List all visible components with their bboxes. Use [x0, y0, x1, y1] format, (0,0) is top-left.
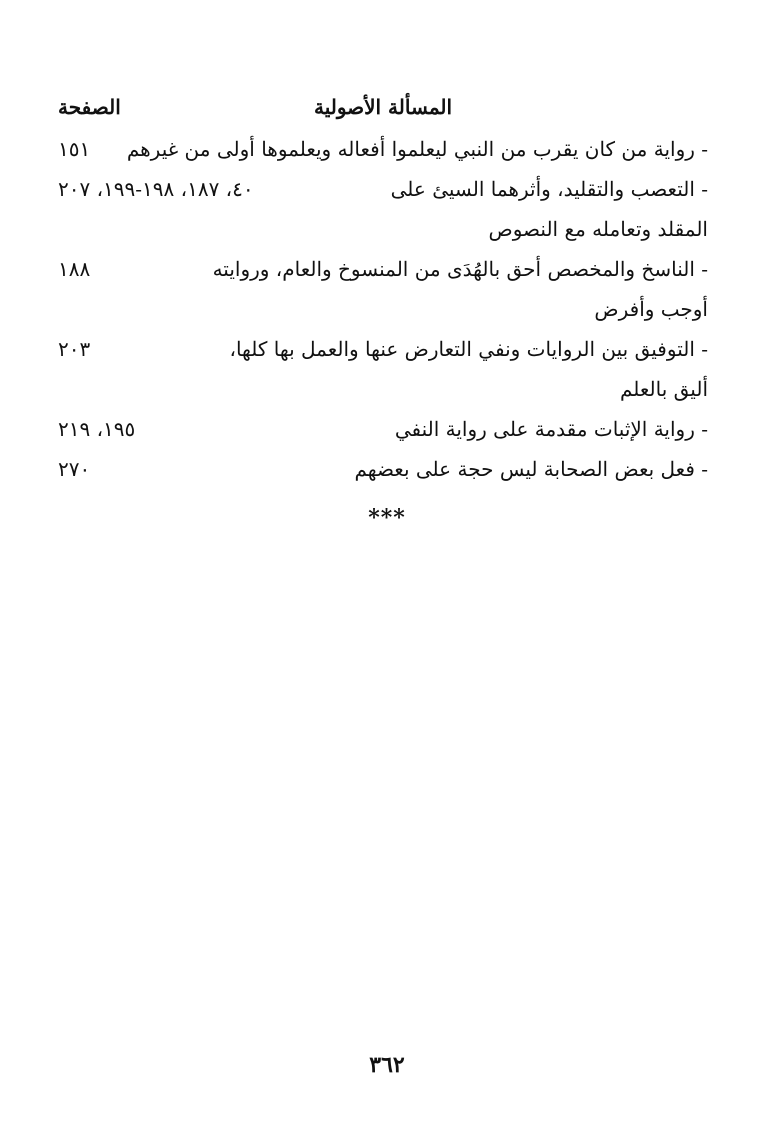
entry-pages: ١٥١: [58, 137, 91, 161]
index-entry: [58, 129, 708, 169]
index-entry: [58, 169, 708, 249]
entry-text: - التعصب والتقليد، وأثرهما السيئ على: [390, 177, 708, 201]
table-header: [58, 95, 708, 129]
index-entry: [58, 409, 708, 449]
column-title-page: الصفحة: [58, 95, 121, 119]
entry-text: - فعل بعض الصحابة ليس حجة على بعضهم: [354, 457, 708, 481]
index-entry: [58, 329, 708, 409]
entry-pages: ٢٠٣: [58, 337, 91, 361]
section-separator: ***: [368, 505, 406, 531]
entry-text: - التوفيق بين الروايات ونفي التعارض عنها والعمل بها كلها،: [229, 337, 708, 361]
entry-pages: ١٩٥، ٢١٩: [58, 417, 136, 441]
index-table: [58, 95, 708, 489]
entry-pages: ٤٠، ١٨٧، ١٩٨-١٩٩، ٢٠٧: [58, 177, 254, 201]
entry-text-continued: أوجب وأفرض: [594, 297, 708, 321]
entry-pages: ٢٧٠: [58, 457, 91, 481]
entry-text: - رواية الإثبات مقدمة على رواية النفي: [394, 417, 708, 441]
column-title-issue: المسألة الأصولية: [313, 95, 453, 119]
page-number: ٣٦٢: [369, 1052, 405, 1078]
entry-pages: ١٨٨: [58, 257, 91, 281]
entry-text: - الناسخ والمخصص أحق بالهُدَى من المنسوخ والعام، وروايته: [212, 257, 708, 281]
entry-text-continued: المقلد وتعامله مع النصوص: [488, 217, 708, 241]
index-entry: [58, 449, 708, 489]
index-entry: [58, 249, 708, 329]
entry-text-continued: أليق بالعلم: [619, 377, 708, 401]
entry-text: - رواية من كان يقرب من النبي ليعلموا أفعاله ويعلموها أولى من غيرهم: [126, 137, 708, 161]
